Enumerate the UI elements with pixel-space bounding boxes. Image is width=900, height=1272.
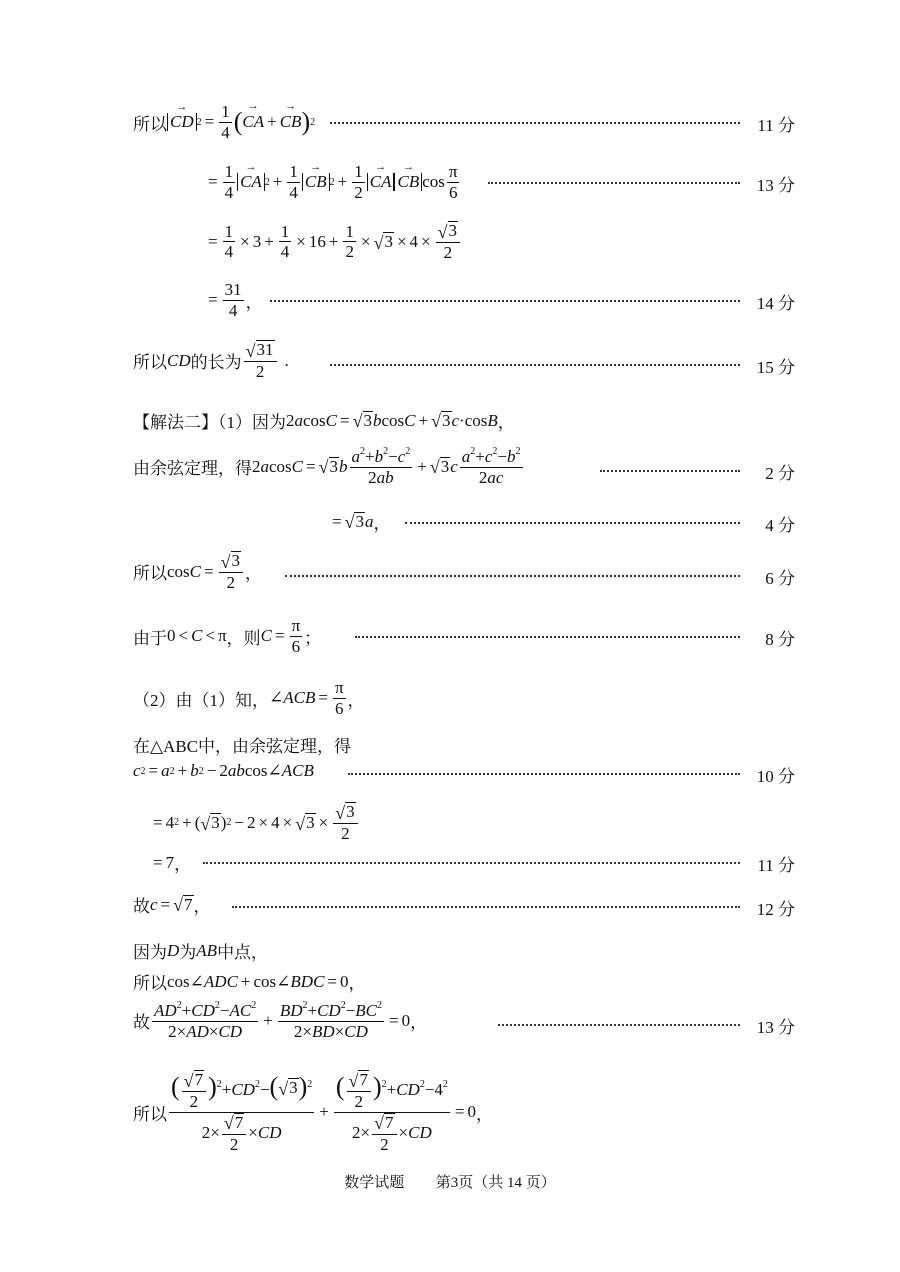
math-term: → CD bbox=[167, 113, 197, 132]
line-20-expr: 所以 ( √ 7 2 )$^2+CD^2-$( √ 3 )$^2$ 2× √ 7 2 ×CD + ( √ 7 2 )$^2+CD^2-4^2$ 2× √ 7 2 ×CD = 0 ， bbox=[133, 1070, 494, 1155]
line-10-expr: 由于 0 < C < π ，则 C = $\frac{\pi}{6}$ ； bbox=[133, 616, 322, 656]
footer-page-number: 第3页（共 14 页） bbox=[435, 1175, 556, 1191]
line-3-expr: = $\frac{1}{4}$ × 3 + $\frac{1}{4}$ × 16 + $\frac{1}{2}$ × √ 3 × 4 × √ 3 2 bbox=[205, 221, 462, 263]
dot-leader bbox=[498, 1024, 740, 1026]
line-14-expr: = 4 2 + ( √ 3 ) 2 − 2 × 4 × √ 3 × √ 3 2 bbox=[150, 802, 360, 844]
page-footer bbox=[0, 1171, 900, 1192]
dot-leader bbox=[348, 773, 740, 775]
line-15-expr: = 7 ， bbox=[153, 852, 192, 874]
line-13-expr: c 2 = a 2 + b 2 − 2 ab cos∠ ACB bbox=[133, 761, 314, 780]
text-label: 所以 bbox=[133, 114, 167, 134]
score-label: 14 分 bbox=[756, 294, 795, 313]
line-11-expr: （2）由（1）知， ∠ACB = $\frac{\pi}{6}$ ， bbox=[133, 678, 365, 718]
score-label: 11 分 bbox=[757, 856, 795, 875]
dot-leader bbox=[488, 182, 740, 184]
dot-leader bbox=[330, 122, 740, 124]
score-label: 6 分 bbox=[765, 569, 795, 588]
dot-leader bbox=[600, 470, 740, 472]
score-label: 2 分 bbox=[765, 464, 795, 483]
score-label: 12 分 bbox=[756, 900, 795, 919]
line-7-expr: 由余弦定理，得 2acosC = √ 3 b $\frac{a^2+b^2-c^2}{2ab}$ + √ 3 c $\frac{a^2+c^2-b^2}{2ac}$ bbox=[133, 446, 521, 487]
dot-leader bbox=[270, 300, 740, 302]
line-12-text: 在△ABC中，由余弦定理，得 bbox=[133, 737, 352, 756]
score-label: 8 分 bbox=[765, 630, 795, 649]
line-8-expr: = √ 3 a ， bbox=[332, 511, 391, 533]
dot-leader bbox=[232, 906, 740, 908]
line-19-expr: 故 $\frac{AD^2+CD^2-AC^2}{2\times AD\times CD}$ + $\frac{BD^2+CD^2-BC^2}{2\times BD\times CD}$ = 0 ， bbox=[133, 1000, 428, 1041]
score-label: 4 分 bbox=[765, 516, 795, 535]
line-17-expr: 因为 D 为 AB 中点， bbox=[133, 940, 269, 962]
fraction: $\frac{1}{4}$ bbox=[221, 102, 230, 142]
line-1-expr: 所以 → CD 2 = $\frac{1}{4}$ ( → CA + → CB ) 2 bbox=[133, 102, 315, 142]
dot-leader bbox=[203, 862, 740, 864]
line-18-expr: 所以 cos∠ADC + cos∠BDC = 0 ， bbox=[133, 971, 366, 993]
score-label: 13 分 bbox=[756, 1018, 795, 1037]
score-label: 11 分 bbox=[757, 116, 795, 135]
line-16-expr: 故 c = √ 7 ， bbox=[133, 894, 211, 916]
footer-subject: 数学试题 bbox=[344, 1175, 405, 1191]
score-label: 10 分 bbox=[756, 767, 795, 786]
dot-leader bbox=[285, 575, 740, 577]
line-5-expr: 所以 CD 的长为 √ 31 2 . bbox=[133, 340, 289, 382]
line-2-expr: = $\frac{1}{4}$ → CA 2 + $\frac{1}{4}$ → CB 2 + $\frac{1}{2}$ → CA → CB cos $\frac{\pi}{6}$ bbox=[205, 162, 461, 202]
line-9-expr: 所以 cosC = √ 3 2 ， bbox=[133, 551, 262, 593]
score-label: 15 分 bbox=[756, 358, 795, 377]
line-4-expr: = $\frac{31}{4}$ ， bbox=[208, 280, 263, 320]
dot-leader bbox=[330, 364, 740, 366]
dot-leader bbox=[355, 636, 740, 638]
score-label: 13 分 bbox=[756, 176, 795, 195]
line-6-expr: 【解法二】（1）因为 2acosC = √ 3 b cos C + √ 3 c ·cos B ， bbox=[133, 410, 515, 432]
dot-leader bbox=[405, 522, 740, 524]
